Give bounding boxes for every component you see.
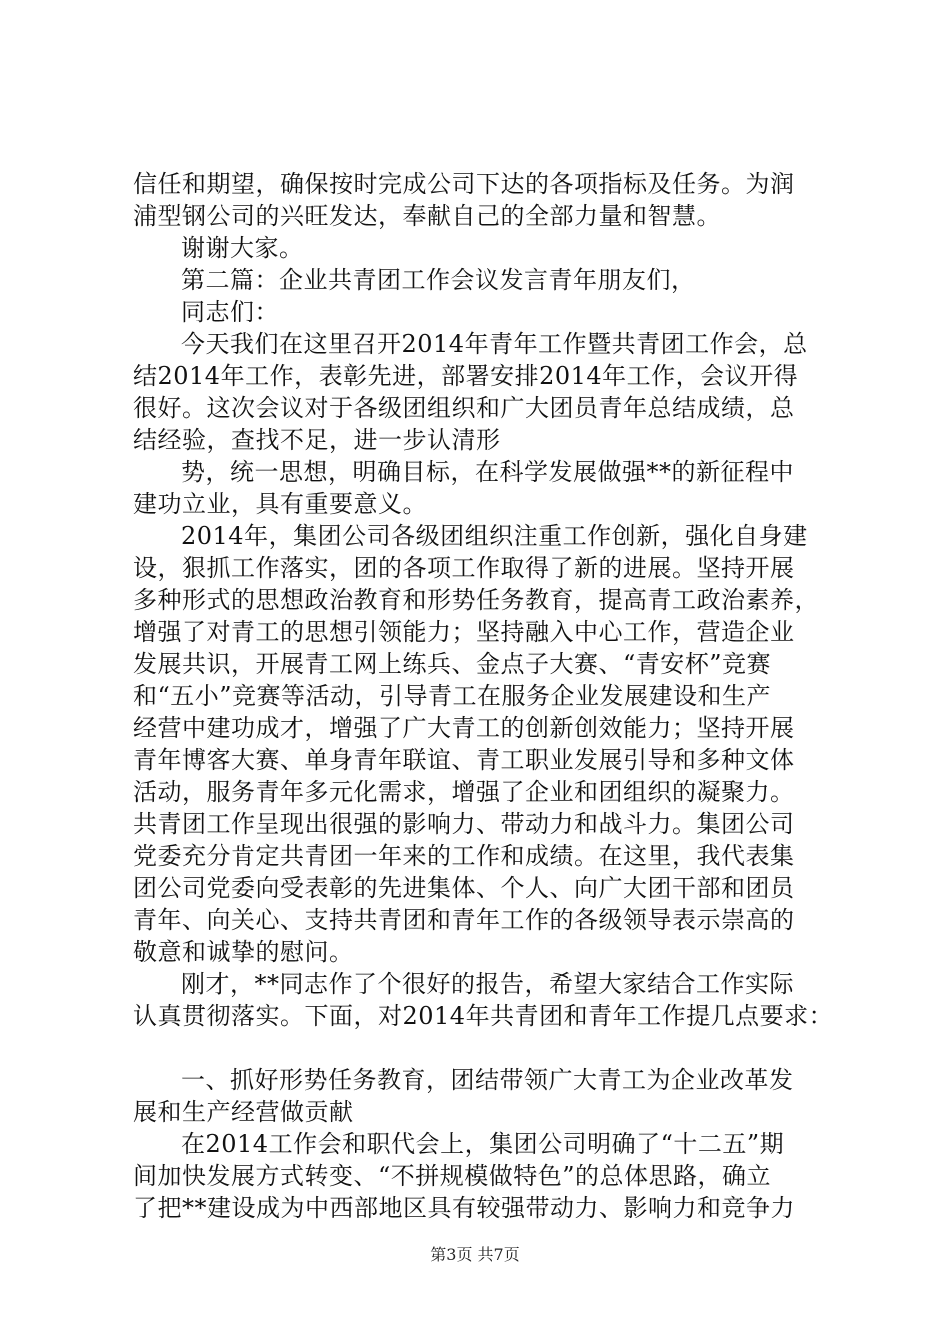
text-line: 建功立业，具有重要意义。 [133,490,427,518]
text-line: 在2014工作会和职代会上，集团公司明确了“十二五”期 [181,1130,785,1158]
section-heading: 一、抓好形势任务教育，团结带领广大青工为企业改革发 [181,1066,794,1094]
text-line: 经营中建功成才，增强了广大青工的创新创效能力；坚持开展 [133,714,795,742]
text-line: 共青团工作呈现出很强的影响力、带动力和战斗力。集团公司 [133,810,795,838]
text-line: 势，统一思想，明确目标，在科学发展做强**的新征程中 [181,458,794,486]
section-heading: 第二篇：企业共青团工作会议发言青年朋友们， [181,266,696,294]
text-line: 敬意和诚挚的慰问。 [133,938,354,966]
text-line: 活动，服务青年多元化需求，增强了企业和团组织的凝聚力。 [133,778,795,806]
text-line: 结经验，查找不足，进一步认清形 [133,426,501,454]
text-line: 结2014年工作，表彰先进，部署安排2014年工作，会议开得 [133,362,799,390]
text-line: 同志们： [181,298,279,326]
text-line: 青年、向关心、支持共青团和青年工作的各级领导表示崇高的 [133,906,795,934]
page-number: 第3页 共7页 [430,1245,520,1264]
text-line: 了把**建设成为中西部地区具有较强带动力、影响力和竞争力 [133,1194,795,1222]
text-line: 发展共识，开展青工网上练兵、金点子大赛、“青安杯”竞赛 [133,650,772,678]
text-line: 很好。这次会议对于各级团组织和广大团员青年总结成绩，总 [133,394,795,422]
text-line: 谢谢大家。 [181,234,304,262]
page-footer [0,1245,950,1265]
text-line: 团公司党委向受表彰的先进集体、个人、向广大团干部和团员 [133,874,795,902]
text-line: 展和生产经营做贡献 [133,1098,354,1126]
body-text [133,168,833,1224]
text-line: 刚才，**同志作了个很好的报告，希望大家结合工作实际 [181,970,794,998]
text-line: 增强了对青工的思想引领能力；坚持融入中心工作，营造企业 [133,618,795,646]
text-line: 信任和期望，确保按时完成公司下达的各项指标及任务。为润 [133,170,795,198]
text-line: 多种形式的思想政治教育和形势任务教育，提高青工政治素养， [133,586,819,614]
text-line: 浦型钢公司的兴旺发达，奉献自己的全部力量和智慧。 [133,202,721,230]
text-line: 和“五小”竞赛等活动，引导青工在服务企业发展建设和生产 [133,682,772,710]
blank-line [133,1032,833,1064]
text-line: 党委充分肯定共青团一年来的工作和成绩。在这里，我代表集 [133,842,795,870]
text-line: 今天我们在这里召开2014年青年工作暨共青团工作会，总 [181,330,808,358]
text-line: 设，狠抓工作落实，团的各项工作取得了新的进展。坚持开展 [133,554,795,582]
text-line: 2014年，集团公司各级团组织注重工作创新，强化自身建 [181,522,808,550]
text-line: 认真贯彻落实。下面，对2014年共青团和青年工作提几点要求： [133,1002,834,1030]
text-line: 青年博客大赛、单身青年联谊、青工职业发展引导和多种文体 [133,746,795,774]
text-line: 间加快发展方式转变、“不拼规模做特色”的总体思路，确立 [133,1162,772,1190]
